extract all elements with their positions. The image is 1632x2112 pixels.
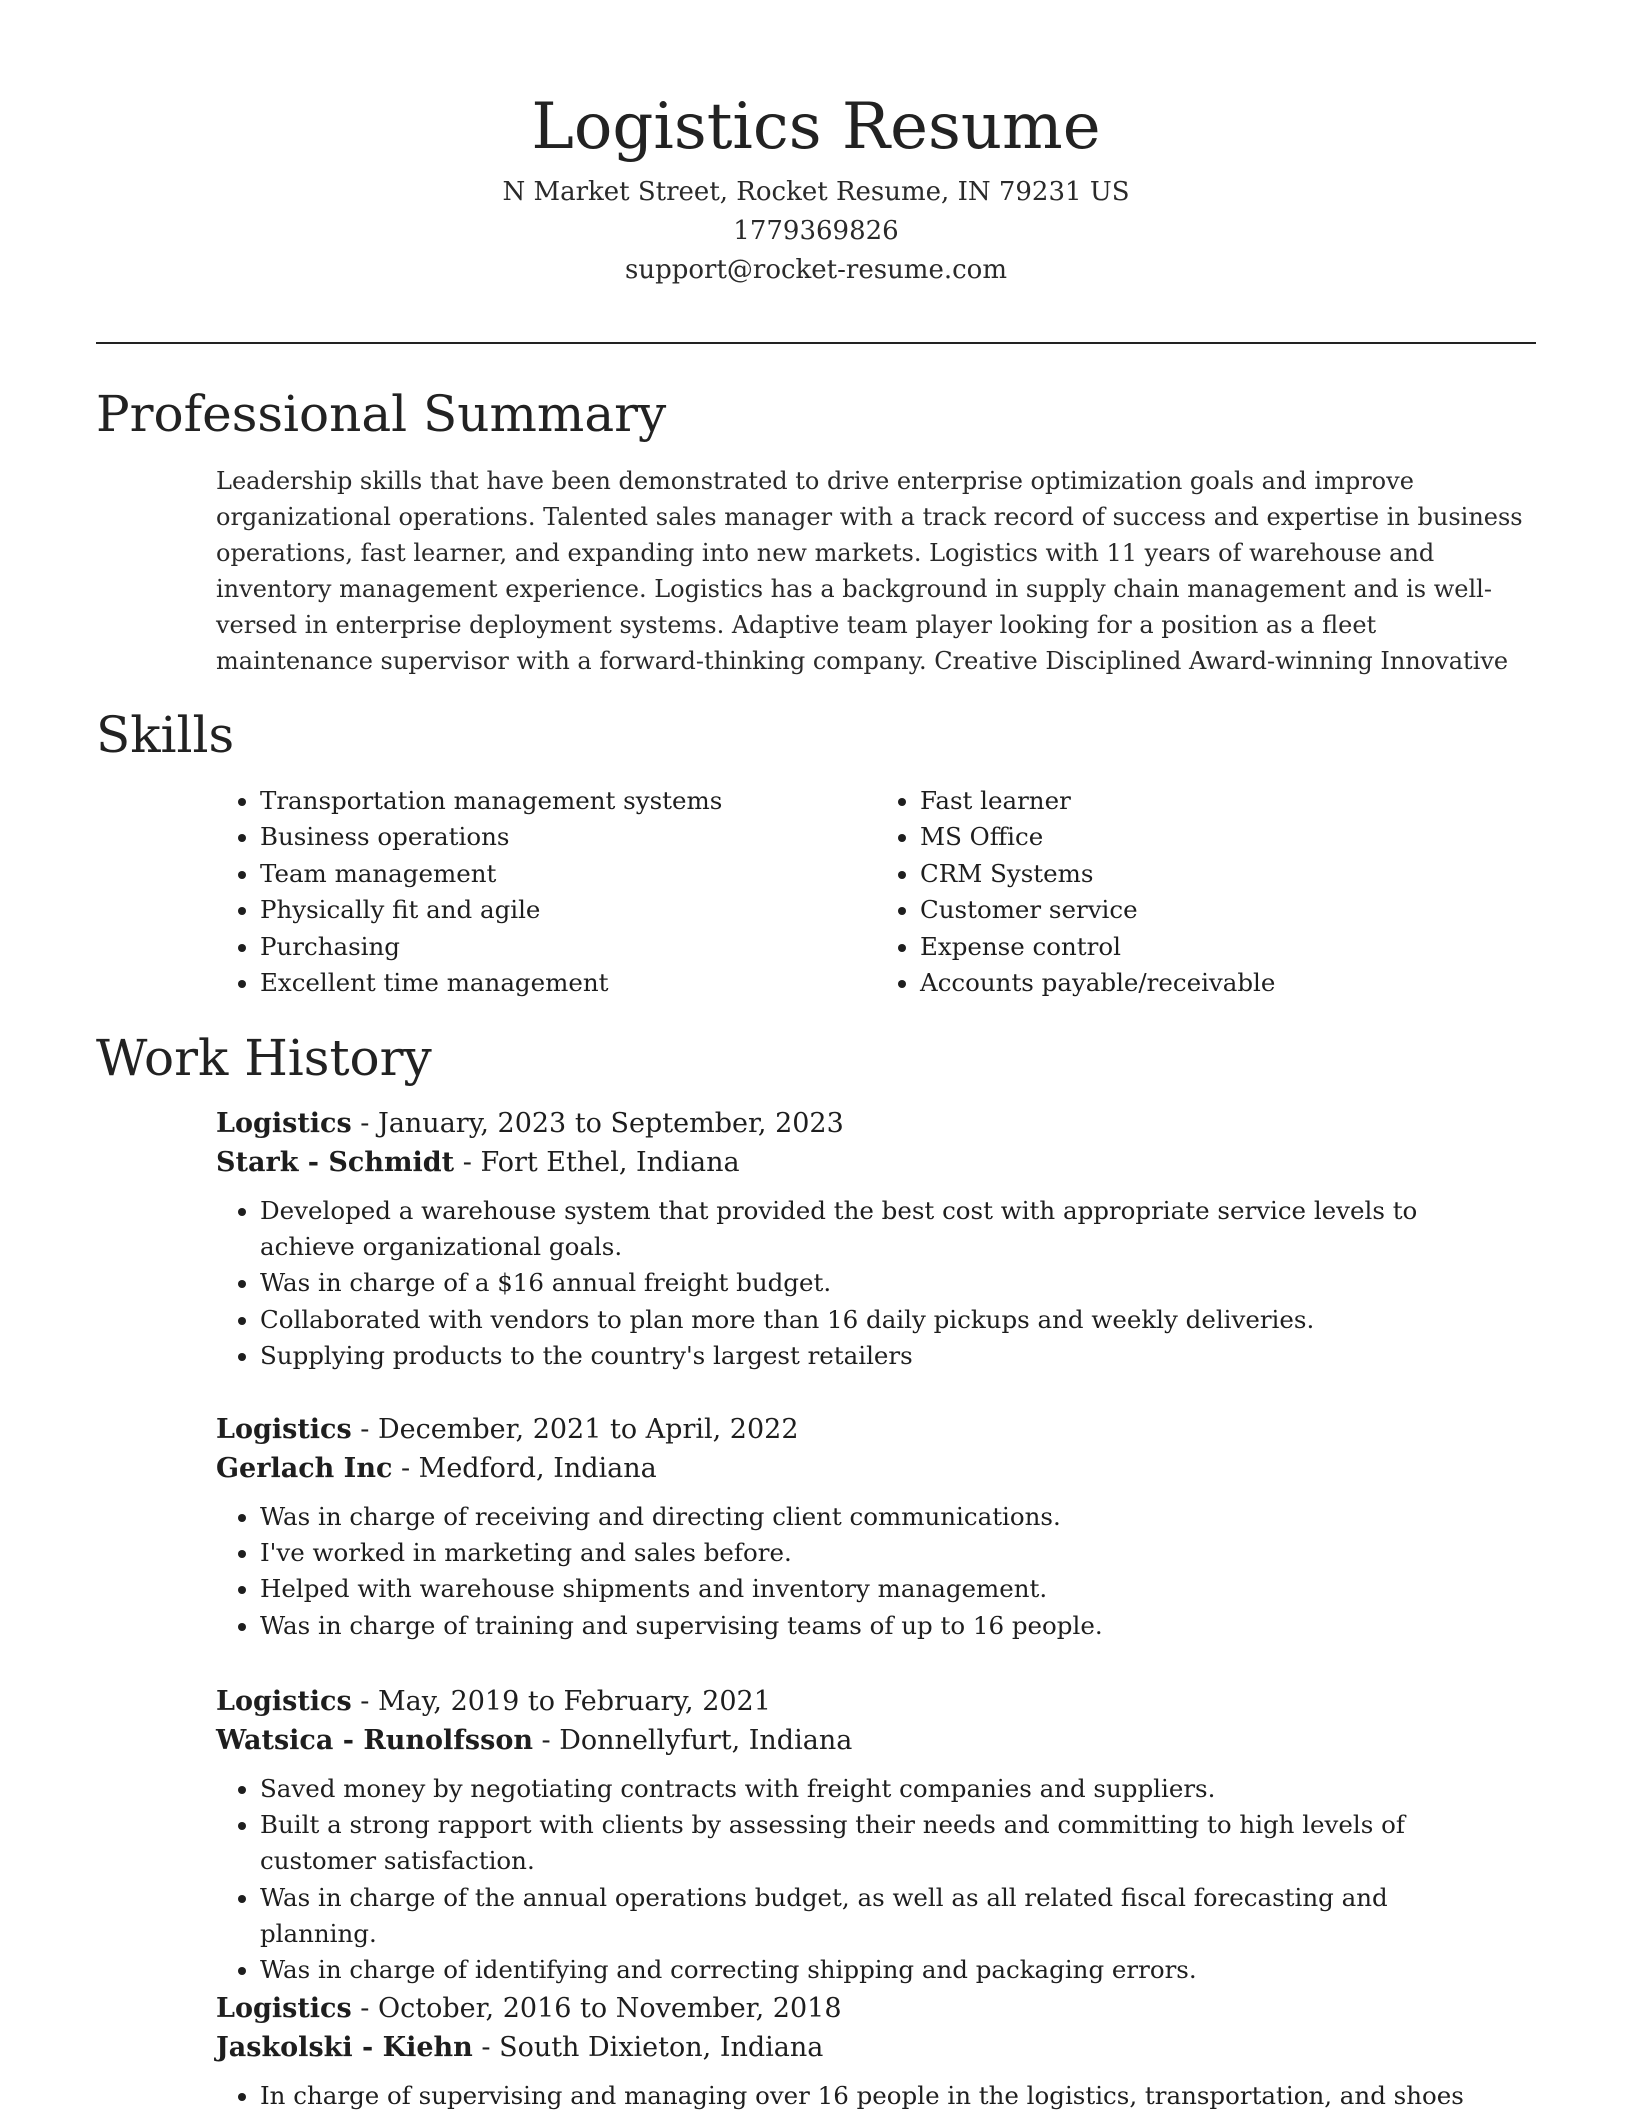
- summary-text: Leadership skills that have been demonstrated to drive enterprise optimization goals and improve organizational operations. Talented sales manager with a track record of success and expertise in business operations, fast learner, and expanding into new markets. Logistics with 11 years of warehouse and inventory management experience. Logistics has a background in supply chain management and is well-versed in enterprise deployment systems. Adaptive team player looking for a position as a fleet maintenance supervisor with a forward-thinking company. Creative Disciplined Award-winning Innovative: [216, 467, 1523, 675]
- job-location: - Fort Ethel, Indiana: [454, 1147, 740, 1178]
- work-history-heading: Work History: [96, 1029, 432, 1087]
- job-location: - Medford, Indiana: [392, 1453, 657, 1484]
- job-bullet: • Was in charge of the annual operations budget, as well as all related fiscal forecasting and planning.: [260, 1880, 1536, 1952]
- skills-heading: Skills: [96, 706, 235, 764]
- job-bullet: • Built a strong rapport with clients by assessing their needs and committing to high levels of customer satisfaction.: [260, 1807, 1536, 1879]
- job-company: Gerlach Inc: [216, 1453, 393, 1484]
- skill-item: • Expense control: [920, 929, 1536, 965]
- job-bullet: • Helped with warehouse shipments and inventory management.: [260, 1571, 1536, 1607]
- job-bullet: • Supplying products to the country's largest retailers: [260, 1338, 1536, 1374]
- job-bullet: • Saved money by negotiating contracts with freight companies and suppliers.: [260, 1771, 1536, 1807]
- skills-column-left: [216, 783, 876, 1001]
- contact-address: N Market Street, Rocket Resume, IN 79231 US: [502, 177, 1130, 207]
- job-title-line: [216, 1682, 1536, 1721]
- job-bullet: • Collaborated with vendors to plan more than 16 daily pickups and weekly deliveries.: [260, 1302, 1536, 1338]
- job-dates: - October, 2016 to November, 2018: [351, 1993, 842, 2024]
- resume-name: Logistics Resume: [531, 90, 1101, 164]
- skill-item: • MS Office: [920, 819, 1536, 855]
- job-title: Logistics: [216, 1993, 352, 2024]
- job-title: Logistics: [216, 1686, 352, 1717]
- job-bullet: • In charge of supervising and managing over 16 people in the logistics, transportation, and shoes: [260, 2078, 1536, 2112]
- job-entry: [216, 1104, 1536, 1374]
- skill-item: • Team management: [260, 856, 876, 892]
- job-location: - South Dixieton, Indiana: [472, 2032, 824, 2063]
- skill-item: • Transportation management systems: [260, 783, 876, 819]
- job-title-line: [216, 1410, 1536, 1449]
- job-bullet: • Was in charge of receiving and directing client communications.: [260, 1499, 1536, 1535]
- job-bullet: • I've worked in marketing and sales before.: [260, 1535, 1536, 1571]
- resume-header: [96, 84, 1536, 290]
- job-company-line: [216, 1721, 1536, 1760]
- job-title-line: [216, 1989, 1536, 2028]
- job-company: Stark - Schmidt: [216, 1147, 455, 1178]
- job-dates: - January, 2023 to September, 2023: [351, 1108, 844, 1139]
- job-title: Logistics: [216, 1414, 352, 1445]
- skill-item: • Purchasing: [260, 929, 876, 965]
- job-company-line: [216, 2028, 1536, 2067]
- job-title-line: [216, 1104, 1536, 1143]
- skill-item: • Fast learner: [920, 783, 1536, 819]
- skills-list: [216, 783, 1536, 1001]
- job-bullet: • Was in charge of identifying and correcting shipping and packaging errors.: [260, 1952, 1536, 1988]
- job-dates: - December, 2021 to April, 2022: [351, 1414, 799, 1445]
- job-company-line: [216, 1143, 1536, 1182]
- contact-email: support@rocket-resume.com: [624, 255, 1007, 285]
- job-entry: [216, 1682, 1536, 1988]
- job-entry: [216, 1989, 1536, 2112]
- job-bullets: [216, 1771, 1536, 1988]
- contact-phone: 1779369826: [733, 216, 899, 246]
- skill-item: • CRM Systems: [920, 856, 1536, 892]
- skill-item: • Customer service: [920, 892, 1536, 928]
- skills-column-right: [876, 783, 1536, 1001]
- job-location: - Donnellyfurt, Indiana: [532, 1725, 853, 1756]
- header-divider: [96, 342, 1536, 344]
- skill-item: • Business operations: [260, 819, 876, 855]
- job-company-line: [216, 1449, 1536, 1488]
- summary-heading: Professional Summary: [96, 385, 667, 443]
- job-company: Jaskolski - Kiehn: [216, 2032, 473, 2063]
- job-bullets: [216, 1193, 1536, 1374]
- job-bullet: • Developed a warehouse system that provided the best cost with appropriate service levels to achieve organizational goals.: [260, 1193, 1536, 1265]
- skill-item: • Accounts payable/receivable: [920, 965, 1536, 1001]
- job-bullet: • Was in charge of training and supervising teams of up to 16 people.: [260, 1608, 1536, 1644]
- job-bullets: [216, 2078, 1536, 2112]
- job-title: Logistics: [216, 1108, 352, 1139]
- skill-item: • Physically fit and agile: [260, 892, 876, 928]
- job-dates: - May, 2019 to February, 2021: [351, 1686, 771, 1717]
- job-entry: [216, 1410, 1536, 1644]
- job-bullets: [216, 1499, 1536, 1644]
- job-company: Watsica - Runolfsson: [216, 1725, 533, 1756]
- skill-item: • Excellent time management: [260, 965, 876, 1001]
- job-bullet: • Was in charge of a $16 annual freight budget.: [260, 1265, 1536, 1301]
